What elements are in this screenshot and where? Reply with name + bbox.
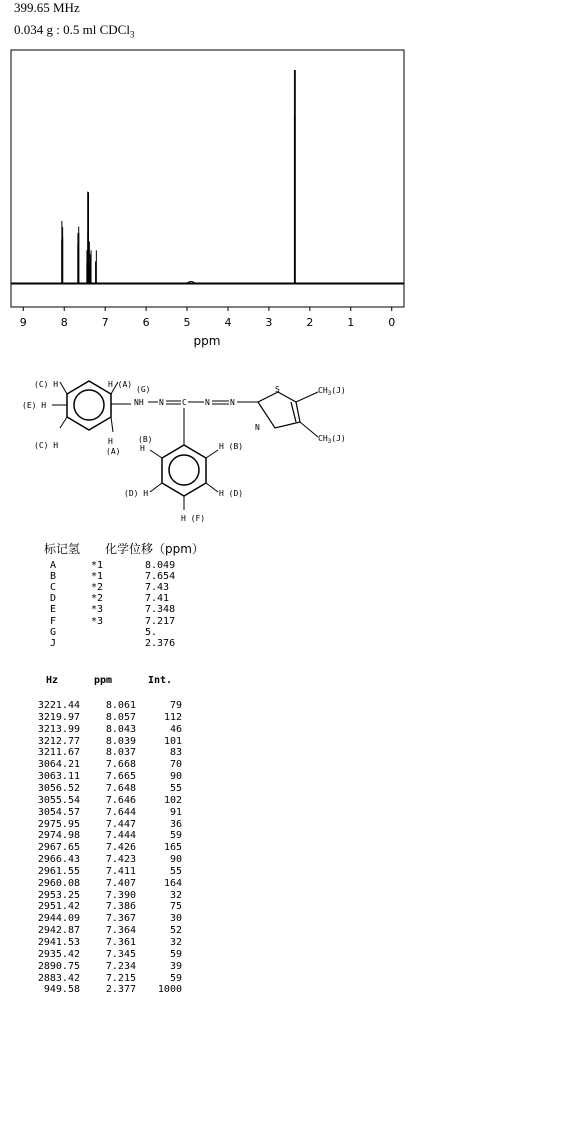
peak-intensity: 59 [169, 948, 182, 960]
peak-intensity: 165 [163, 842, 182, 854]
peak-hz: 2974.98 [37, 830, 80, 842]
peak-intensity: 59 [169, 830, 182, 842]
assignment-label: J [50, 637, 57, 649]
peak-intensity: 36 [169, 818, 182, 830]
peak-ppm: 7.411 [105, 865, 136, 877]
assignment-shift: 7.41 [145, 593, 170, 605]
label-a-bottom: (A) [106, 447, 121, 456]
assignment-shift: 8.049 [145, 560, 176, 571]
peak-ppm: 7.665 [105, 771, 136, 783]
label-n3: N [230, 398, 235, 407]
peak-intensity: 102 [163, 794, 182, 806]
peak-hz: 949.58 [43, 984, 80, 996]
peak-header-int: Int. [148, 675, 173, 686]
peak-intensity: 30 [169, 913, 182, 925]
assignment-shift: 7.43 [145, 582, 170, 594]
peak-hz: 3056.52 [37, 782, 80, 794]
spectrum-peaks [11, 70, 404, 283]
x-tick-label: 4 [224, 316, 232, 329]
label-c-h-bottom: (C) H [34, 441, 59, 450]
peak-hz: 2883.42 [37, 972, 80, 984]
x-tick-label: 5 [183, 316, 191, 329]
label-h-d-right: H (D) [219, 489, 244, 498]
peak-hz: 3064.21 [37, 759, 80, 771]
peak-header-ppm: ppm [94, 675, 113, 686]
peak-intensity: 39 [169, 960, 182, 972]
label-d-h-left: (D) H [124, 489, 149, 498]
peak-intensity: 32 [169, 889, 182, 901]
assignment-shift: 7.217 [145, 615, 176, 627]
peak-hz: 2961.55 [37, 865, 80, 877]
left-phenyl-ring [67, 381, 111, 430]
x-tick-label: 9 [19, 316, 27, 329]
sample-subscript: 3 [129, 29, 135, 40]
peak-hz: 3219.97 [37, 711, 80, 723]
assignment-label: C [50, 582, 57, 594]
peak-hz: 2890.75 [37, 960, 80, 972]
bottom-phenyl-ring [162, 445, 206, 496]
peak-intensity: 55 [169, 865, 182, 877]
assignment-multiplicity: *2 [91, 593, 104, 605]
label-ch3-bottom: $CH_3(J)$ [318, 434, 346, 445]
peak-intensity: 52 [169, 925, 182, 937]
x-tick-label: 1 [347, 316, 355, 329]
peak-hz: 3055.54 [37, 794, 80, 806]
sample-description [14, 22, 134, 40]
peak-hz: 3212.77 [37, 735, 80, 747]
peak-intensity: 164 [163, 877, 182, 889]
peak-hz: 2960.08 [37, 877, 80, 889]
label-g: (G) [136, 385, 151, 394]
label-b-left: (B) [138, 435, 153, 444]
assignment-header-shift: 化学位移（ppm） [105, 542, 204, 556]
assignment-label: B [50, 571, 57, 583]
peak-ppm: 8.061 [105, 700, 136, 711]
assignment-label: A [50, 560, 57, 571]
assignment-shift: 7.348 [145, 604, 176, 616]
peak-header-hz: Hz [46, 675, 59, 686]
x-tick-label: 3 [265, 316, 273, 329]
peak-hz: 2951.42 [37, 901, 80, 913]
peak-ppm: 8.037 [105, 747, 136, 759]
peak-ppm: 7.386 [105, 901, 136, 913]
sample-text: 0.034 g : 0.5 ml CDCl [14, 22, 130, 37]
peak-ppm: 7.361 [105, 937, 136, 948]
assignment-label: G [50, 626, 57, 638]
molecular-structure [0, 370, 370, 535]
peak-ppm: 8.039 [105, 735, 136, 747]
assignment-shift: 5. [145, 626, 158, 638]
peak-intensity: 112 [163, 711, 182, 723]
assignment-header-label: 标记氢 [44, 542, 81, 556]
peak-hz: 3213.99 [37, 723, 80, 735]
assignment-multiplicity: *3 [91, 615, 104, 627]
label-s: S [275, 385, 280, 394]
peak-ppm: 7.390 [105, 889, 136, 901]
peak-ppm: 7.423 [105, 854, 136, 866]
peak-ppm: 7.648 [105, 782, 136, 794]
peak-ppm: 7.426 [105, 842, 136, 854]
peak-intensity: 83 [169, 747, 182, 759]
peak-intensity: 101 [163, 735, 182, 747]
peak-intensity: 1000 [157, 984, 182, 996]
label-n1: N [159, 398, 164, 407]
label-c: C [182, 398, 187, 407]
assignment-multiplicity: *2 [91, 582, 104, 594]
peak-ppm: 8.057 [105, 711, 136, 723]
peak-intensity: 32 [169, 937, 182, 948]
assignment-multiplicity: *3 [91, 604, 104, 616]
label-c-h-top: (C) H [34, 380, 59, 389]
thiazole-ring [258, 392, 300, 428]
peak-ppm: 7.447 [105, 818, 136, 830]
label-h-left: H [140, 444, 145, 453]
peak-ppm: 7.234 [105, 960, 136, 972]
label-n2: N [205, 398, 210, 407]
label-e-h: (E) H [22, 401, 47, 410]
label-nh: NH [134, 398, 144, 407]
x-tick-label: 2 [306, 316, 314, 329]
peak-intensity: 55 [169, 782, 182, 794]
peak-hz: 2942.87 [37, 925, 80, 937]
peak-hz: 3221.44 [37, 700, 80, 711]
spectrometer-frequency: 399.65 MHz [14, 0, 80, 15]
peak-ppm: 2.377 [105, 984, 136, 996]
peak-ppm: 7.407 [105, 877, 136, 889]
assignment-shift: 7.654 [145, 571, 176, 583]
assignment-shift: 2.376 [145, 637, 176, 649]
peak-ppm: 7.646 [105, 794, 136, 806]
peak-hz: 2935.42 [37, 948, 80, 960]
assignment-multiplicity: *1 [91, 571, 104, 583]
peak-hz: 2953.25 [37, 889, 80, 901]
label-ch3-top: $CH_3(J)$ [318, 386, 346, 397]
label-n-ring: N [255, 423, 260, 432]
peak-ppm: 7.644 [105, 806, 136, 818]
peak-intensity: 75 [169, 901, 182, 913]
label-h-b-right: H (B) [219, 442, 244, 451]
peak-intensity: 46 [169, 723, 182, 735]
x-axis-label: ppm [193, 334, 221, 348]
peak-intensity: 90 [169, 771, 182, 783]
peak-intensity: 70 [169, 759, 182, 771]
plot-frame [11, 50, 404, 307]
peak-hz: 2967.65 [37, 842, 80, 854]
x-tick-label: 6 [142, 316, 150, 329]
peak-hz: 3054.57 [37, 806, 80, 818]
label-h-bottom: H [108, 437, 113, 446]
assignment-label: D [50, 593, 57, 605]
label-h-f: H (F) [181, 514, 206, 523]
peak-hz: 3063.11 [37, 771, 80, 783]
peak-ppm: 7.345 [105, 948, 136, 960]
peak-ppm: 7.215 [105, 972, 136, 984]
peak-ppm: 7.444 [105, 830, 136, 842]
peak-ppm: 7.668 [105, 759, 136, 771]
x-tick-label: 7 [101, 316, 109, 329]
peak-hz: 2975.95 [37, 818, 80, 830]
x-axis-ticks [20, 307, 395, 329]
assignment-label: E [50, 604, 57, 616]
nmr-spectrum-chart [0, 40, 420, 350]
peak-intensity: 59 [169, 972, 182, 984]
peak-hz: 2941.53 [37, 937, 80, 948]
peak-ppm: 8.043 [105, 723, 136, 735]
x-tick-label: 8 [60, 316, 68, 329]
x-tick-label: 0 [388, 316, 396, 329]
peak-ppm: 7.367 [105, 913, 136, 925]
assignment-label: F [50, 615, 57, 627]
peak-hz: 2966.43 [37, 854, 80, 866]
peak-intensity: 91 [169, 806, 182, 818]
peak-hz: 2944.09 [37, 913, 80, 925]
assignment-multiplicity: *1 [91, 560, 104, 571]
peak-intensity: 90 [169, 854, 182, 866]
peak-ppm: 7.364 [105, 925, 136, 937]
label-h-a-top: H (A) [108, 380, 133, 389]
peak-hz: 3211.67 [37, 747, 80, 759]
peak-intensity: 79 [169, 700, 182, 711]
